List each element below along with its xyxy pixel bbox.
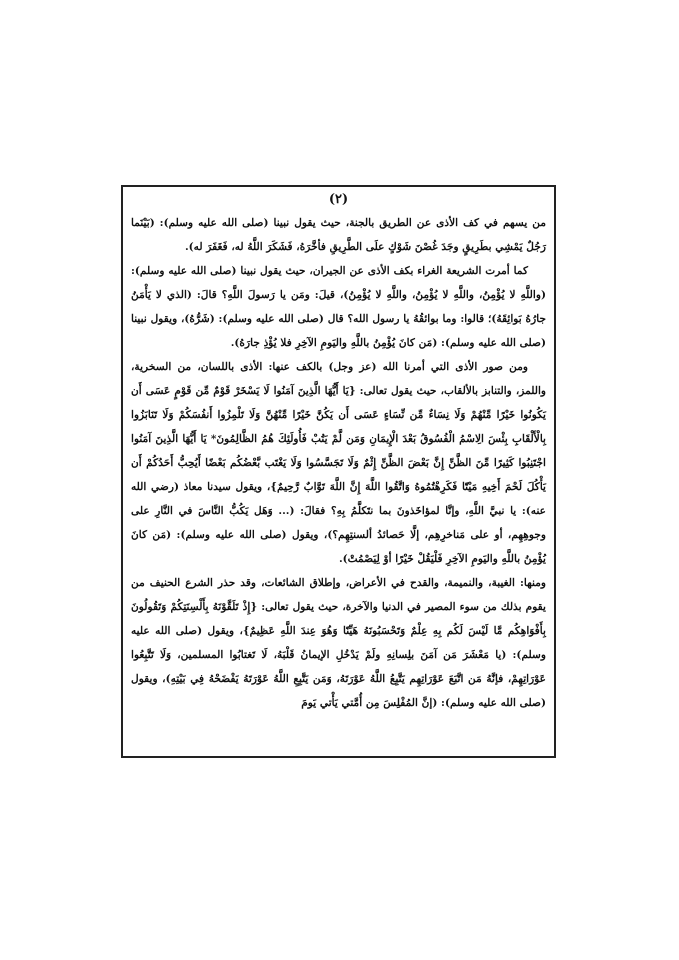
page-frame [121, 185, 556, 758]
paragraph: ومنها: الغيبة، والنميمة، والقدح في الأعراض، وإطلاق الشائعات، وقد حذر الشرع الحنيف من يقوم بذلك من سوء المصير في الدنيا والآخرة، حيث يقول تعالى: {إِذْ تَلَقَّوْنَهُ بِأَلْسِنَتِكُمْ وَتَقُولُونَ بِأَفْوَاهِكُم مَّا لَيْسَ لَكُم بِهِ عِلْمٌ وَتَحْسَبُونَهُ هَيِّنًا وَهُوَ عِندَ اللَّهِ عَظِيمٌ}، ويقول (صلى الله عليه وسلم): (يا مَعْشَرَ مَن آمَنَ بلِسانِهِ ولَمْ يَدْخُلِ الإيمانُ قَلْبَهُ، لَا تَغتابُوا المسلمين، وَلَا تَتَّبِعُوا عَوْرَاتِهِمْ، فإنَّهُ مَن اتَّبَعَ عَوْرَاتِهِم يَتَّبِعُ اللَّهُ عَوْرَتَهُ، وَمَن يَتَّبِعِ اللَّهُ عَوْرَتَهُ يَفْضَحْهُ فِي بَيْتِهِ)، ويقول (صلى الله عليه وسلم): (إنَّ المُفْلِسَ مِن أُمَّتي يَأْتي يَومَ [131, 577, 546, 709]
paragraph: من يسهم في كف الأذى عن الطريق بالجنة، حيث يقول نبينا (صلى الله عليه وسلم): (بَيْنَما رَجُلٌ يَمْشِي بطَرِيقٍ وجَدَ غُصْنَ شَوْكٍ علَى الطَّرِيقِ فأخَّرَهُ، فَشَكَرَ اللَّهُ له، فَغَفَرَ له). [131, 217, 546, 253]
paragraph: ومن صور الأذى التي أمرنا الله (عز وجل) بالكف عنها: الأذى باللسان، من السخرية، واللمز، والتنابز بالألقاب، حيث يقول تعالى: {يَا أَيُّهَا الَّذِينَ آمَنُوا لَا يَسْخَرْ قَوْمٌ مِّن قَوْمٍ عَسَى أَن يَكُونُوا خَيْرًا مِّنْهُمْ وَلَا نِسَاءٌ مِّن نِّسَاءٍ عَسَى أَن يَكُنَّ خَيْرًا مِّنْهُنَّ وَلَا تَلْمِزُوا أَنفُسَكُمْ وَلَا تَنَابَزُوا بِالْأَلْقَابِ بِئْسَ الِاسْمُ الْفُسُوقُ بَعْدَ الْإِيمَانِ وَمَن لَّمْ يَتُبْ فَأُولَئِكَ هُمُ الظَّالِمُونَ* يَا أَيُّهَا الَّذِينَ آمَنُوا اجْتَنِبُوا كَثِيرًا مِّنَ الظَّنِّ إِنَّ بَعْضَ الظَّنِّ إِثْمٌ وَلَا تَجَسَّسُوا وَلَا يَغْتَب بَّعْضُكُم بَعْضًا أَيُحِبُّ أَحَدُكُمْ أَن يَأْكُلَ لَحْمَ أَخِيهِ مَيْتًا فَكَرِهْتُمُوهُ وَاتَّقُوا اللَّهَ إِنَّ اللَّهَ تَوَّابٌ رَّحِيمٌ}، ويقول سيدنا معاذ (رضي الله عنه): يا نبيَّ اللَّهِ، وإنَّا لمؤاخَذونَ بما نتَكلَّمُ بِهِ؟ فقالَ: (... وَهَل يَكُبُّ النَّاسَ في النَّارِ على وجوهِهِم، أو على مَناخرِهِم، إلَّا حَصائدُ ألسنتِهِم؟)، ويقول (صلى الله عليه وسلم): (مَن كانَ يُؤْمِنُ باللَّهِ واليَومِ الآخِرِ فَلْيَقُلْ خَيْرًا أوْ لِيَصْمُتْ). [131, 361, 546, 565]
page-number: (٢) [328, 192, 349, 207]
body-text [131, 211, 546, 715]
paragraph: كما أمرت الشريعة الغراء بكف الأذى عن الجيران، حيث يقول نبينا (صلى الله عليه وسلم): (واللَّهِ لا يُؤْمِنُ، واللَّهِ لا يُؤْمِنُ، واللَّهِ لا يُؤْمِنُ)، قيلَ: ومَن يا رَسولَ اللَّهِ؟ قالَ: (الذي لا يَأْمَنُ جارُهُ بَوائِقَهُ)؛ قالوا: وما بوائقُهُ يا رسول الله؟ قال (صلى الله عليه وسلم): (شَرُّهُ)، ويقول نبينا (صلى الله عليه وسلم): (مَن كانَ يُؤْمِنُ باللَّهِ واليَومِ الآخِرِ فلا يُؤْذِ جارَهُ). [131, 265, 546, 349]
